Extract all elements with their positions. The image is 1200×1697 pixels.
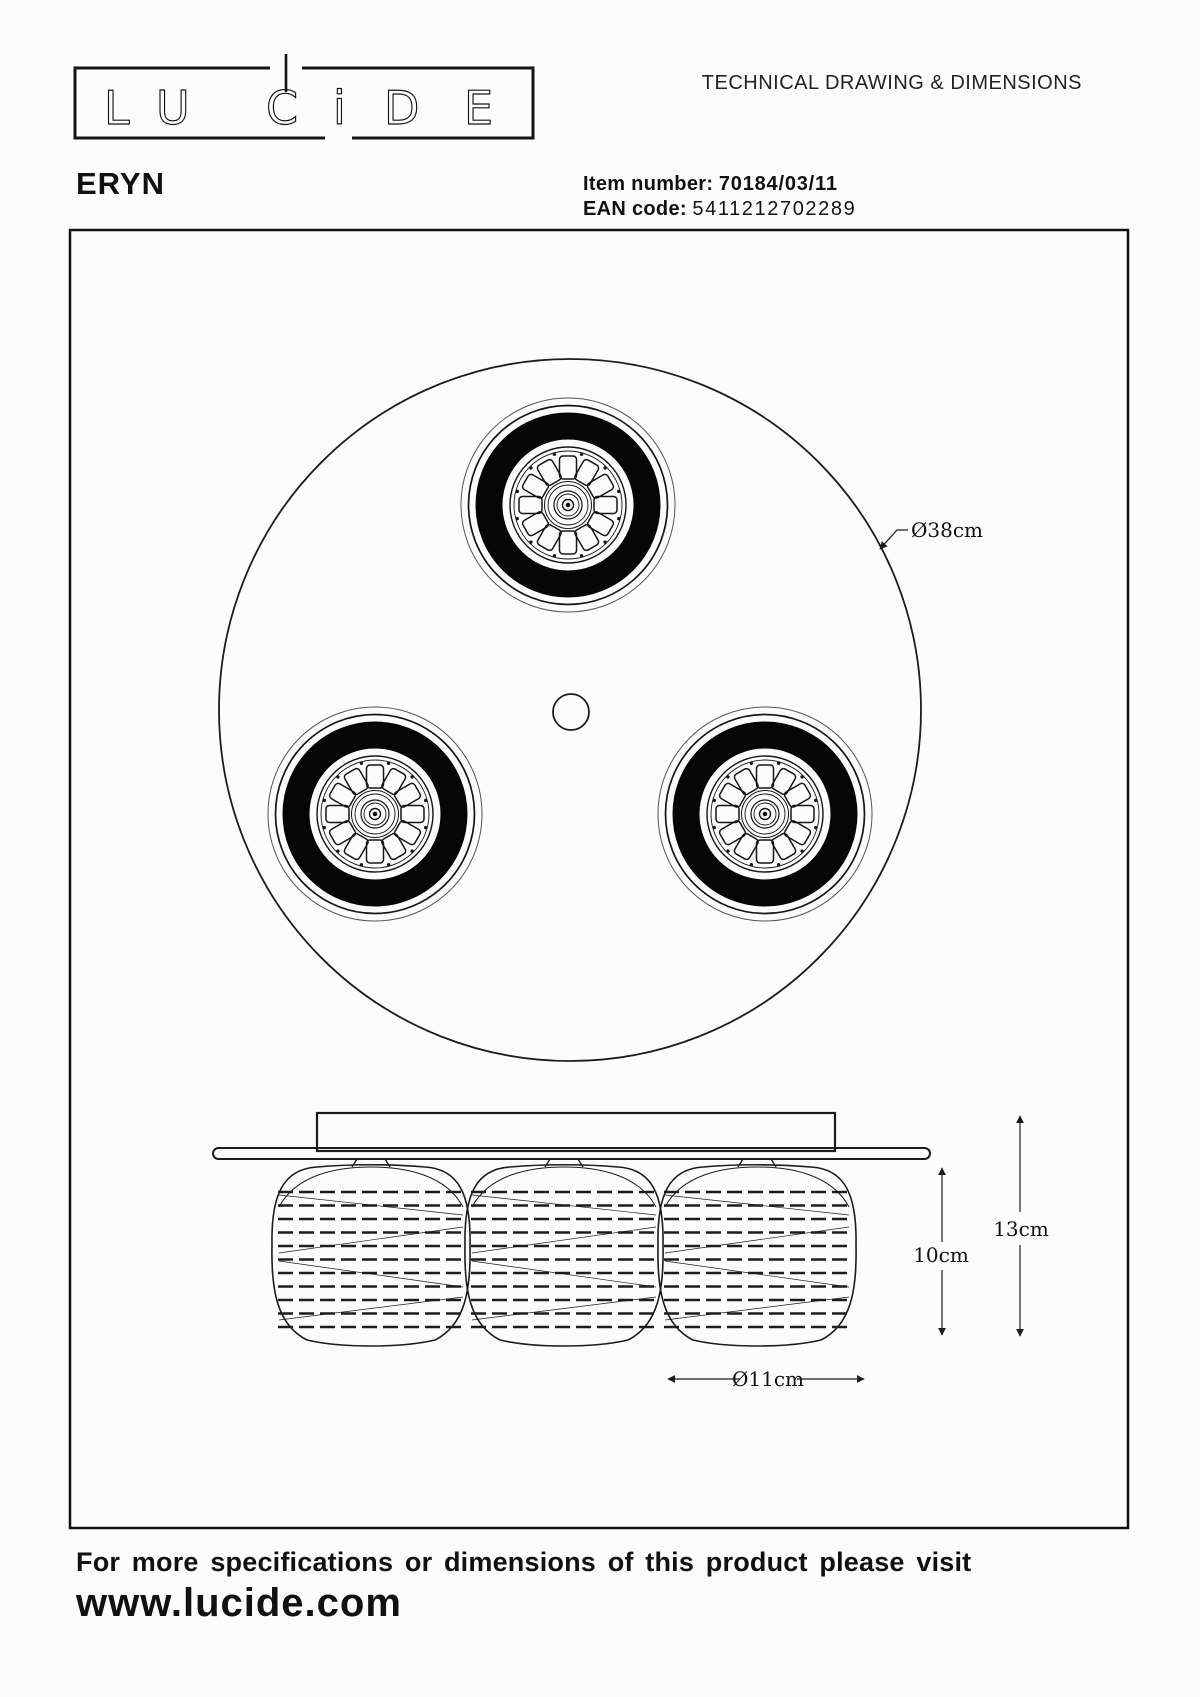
side-view [213, 1113, 1049, 1391]
logo-letter-u: U [156, 81, 190, 135]
dimension-label-shade-diameter: Ø11cm [731, 1367, 805, 1391]
item-number-label: Item number: [583, 173, 714, 195]
mounting-box [317, 1113, 835, 1151]
shade-right [658, 1165, 856, 1346]
dimension-label-shade-height: 10cm [913, 1243, 969, 1267]
product-name: ERYN [76, 166, 165, 201]
item-number-value: 70184/03/11 [718, 173, 838, 195]
footer-note: For more specifications or dimensions of this product please visit [76, 1547, 972, 1577]
top-view [219, 359, 983, 1061]
ean-code-value: 5411212702289 [692, 198, 857, 220]
logo-letter-c: C [266, 81, 299, 135]
dimension-plate-diameter [880, 518, 983, 549]
dimension-total-height [993, 1116, 1049, 1336]
website-link[interactable]: www.lucide.com [76, 1581, 402, 1625]
ceiling-plate-side-view [213, 1148, 930, 1159]
leader-line [880, 530, 908, 549]
doc-title: TECHNICAL DRAWING & DIMENSIONS [701, 72, 1082, 94]
spot-bottom-right [658, 707, 872, 921]
center-mount-hole [553, 694, 589, 730]
ceiling-plate-top-view [219, 359, 921, 1061]
shade-left [272, 1165, 470, 1346]
logo-letter-l: L [104, 81, 130, 135]
spot-top [461, 398, 675, 612]
ean-code-label: EAN code: [583, 198, 687, 220]
shade-middle [465, 1165, 663, 1346]
logo-letter-i: i [333, 81, 346, 135]
dimension-label-total-height: 13cm [993, 1217, 1049, 1241]
logo-letter-e: E [464, 81, 494, 135]
logo-letter-d: D [384, 81, 420, 135]
spot-bottom-left [268, 707, 482, 921]
dimension-shade-diameter [668, 1367, 864, 1391]
dimension-label-plate-diameter: Ø38cm [911, 518, 984, 542]
dimension-shade-height [913, 1168, 969, 1335]
